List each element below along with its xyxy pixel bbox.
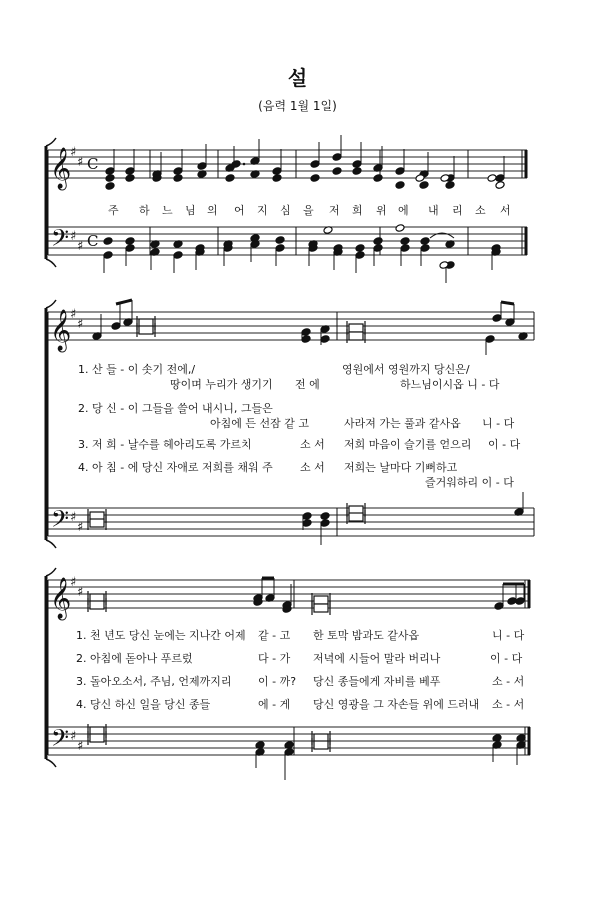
system-bracket bbox=[46, 138, 56, 146]
hymn-note bbox=[352, 167, 362, 176]
chant-note bbox=[302, 512, 312, 521]
hymn-note bbox=[310, 174, 320, 183]
hymn-note bbox=[310, 160, 320, 169]
hymn-note bbox=[272, 174, 282, 183]
time-signature: C bbox=[87, 155, 99, 173]
bass-clef: 𝄢 bbox=[51, 505, 70, 538]
hymn-note bbox=[332, 153, 342, 162]
hymn-syllable: 을 bbox=[303, 204, 314, 217]
hymn-note bbox=[105, 167, 115, 176]
sharp-sign: ♯ bbox=[77, 239, 84, 254]
bass-note-half bbox=[395, 224, 405, 233]
page-subtitle: (음력 1월 1일) bbox=[258, 99, 337, 113]
s2-verse2-a: 2. 당 신 - 이 그들을 쓸어 내시니, 그들은 bbox=[78, 402, 273, 415]
breve-note bbox=[90, 601, 104, 609]
hymn-note bbox=[445, 181, 455, 190]
sharp-sign: ♯ bbox=[77, 585, 84, 600]
bass-note bbox=[125, 244, 135, 253]
sharp-sign: ♯ bbox=[70, 307, 77, 322]
system-bracket bbox=[46, 759, 56, 767]
treble-clef: 𝄞 bbox=[50, 578, 72, 619]
chant-note bbox=[485, 335, 495, 344]
hymn-note bbox=[332, 167, 342, 176]
bass-note bbox=[103, 237, 113, 246]
hymn-note bbox=[105, 174, 115, 183]
treble-clef: 𝄞 bbox=[50, 310, 72, 351]
hymn-note bbox=[395, 181, 405, 190]
s2-verse3-a: 3. 저 희 - 날수를 헤아리도록 가르치 bbox=[78, 438, 252, 451]
treble-clef: 𝄞 bbox=[50, 148, 72, 189]
s3-verse2-mid: 다 - 가 bbox=[258, 652, 291, 665]
s3-verse1-b: 한 토막 밤과도 같사옵 bbox=[313, 629, 420, 642]
s3-verse2-b: 저녁에 시들어 말라 버리나 bbox=[313, 652, 441, 665]
hymn-syllable: 하 bbox=[139, 204, 150, 217]
chant-note bbox=[301, 335, 311, 344]
hymn-syllable: 지 bbox=[257, 204, 268, 217]
breve-note bbox=[349, 324, 363, 332]
hymn-note bbox=[105, 182, 115, 191]
s3-verse3-b: 당신 종들에게 자비를 베푸 bbox=[313, 675, 441, 688]
bass-note bbox=[400, 237, 410, 246]
hymn-syllable: 희 bbox=[352, 204, 363, 217]
hymn-note bbox=[173, 174, 183, 183]
hymn-syllable: 소 bbox=[475, 204, 486, 217]
chant-note bbox=[320, 519, 330, 528]
system-bracket bbox=[46, 540, 56, 548]
beam bbox=[116, 300, 132, 304]
hymn-note bbox=[125, 174, 135, 183]
s2-verse2-b2: 사라져 가는 풀과 같사옵 bbox=[344, 417, 461, 430]
s2-verse1-a: 1. 산 들 - 이 솟기 전에,/ bbox=[78, 363, 196, 376]
bass-note bbox=[420, 244, 430, 253]
s2-verse4-mid: 소 서 bbox=[300, 461, 325, 474]
hymn-syllable: 느 bbox=[162, 204, 173, 217]
sharp-sign: ♯ bbox=[70, 229, 77, 244]
chant-note bbox=[301, 328, 311, 337]
sharp-sign: ♯ bbox=[70, 729, 77, 744]
bass-note bbox=[125, 237, 135, 246]
sharp-sign: ♯ bbox=[77, 520, 84, 535]
bass-note bbox=[173, 251, 183, 260]
sharp-sign: ♯ bbox=[77, 155, 84, 170]
s2-verse4-a: 4. 아 침 - 에 당신 자애로 저희를 채워 주 bbox=[78, 461, 273, 474]
hymn-note bbox=[197, 162, 207, 171]
s2-verse3-end: 이 - 다 bbox=[488, 438, 521, 451]
hymn-note bbox=[231, 160, 241, 169]
bass-clef: 𝄢 bbox=[51, 224, 70, 257]
hymn-syllable: 위 bbox=[376, 204, 387, 217]
beam bbox=[501, 302, 514, 304]
breve-note bbox=[349, 332, 363, 340]
hymn-syllable: 서 bbox=[500, 204, 511, 217]
s3-verse4-a: 4. 당신 하신 일을 당신 종들 bbox=[76, 698, 211, 711]
chant-note bbox=[302, 519, 312, 528]
breve-note bbox=[314, 741, 328, 749]
sharp-sign: ♯ bbox=[70, 575, 77, 590]
page-title: 설 bbox=[287, 66, 308, 90]
bass-note bbox=[103, 251, 113, 260]
s2-verse1-b: 땅이며 누리가 생기기 bbox=[170, 378, 273, 391]
hymn-syllable: 심 bbox=[280, 204, 291, 217]
bass-note bbox=[373, 237, 383, 246]
s2-verse2-b: 아침에 든 선잠 같 고 bbox=[210, 417, 309, 430]
hymn-note bbox=[125, 167, 135, 176]
hymn-note bbox=[173, 167, 183, 176]
hymn-syllable: 저 bbox=[329, 204, 340, 217]
breve-note bbox=[314, 596, 328, 604]
hymn-syllable: 에 bbox=[398, 204, 409, 217]
hymn-note-half bbox=[487, 174, 497, 183]
chant-note bbox=[111, 322, 121, 331]
hymn-note bbox=[352, 160, 362, 169]
hymn-note bbox=[272, 167, 282, 176]
chant-note bbox=[320, 335, 330, 344]
s2-verse1-a2: 영원에서 영원까지 당신은/ bbox=[342, 363, 470, 376]
bass-note bbox=[275, 236, 285, 245]
s3-verse2-end: 이 - 다 bbox=[490, 652, 523, 665]
bass-note bbox=[275, 244, 285, 253]
breve-note bbox=[314, 604, 328, 612]
bass-note bbox=[400, 244, 410, 253]
s3-verse1-a: 1. 천 년도 당신 눈에는 지나간 어제 bbox=[76, 629, 246, 642]
hymn-syllable: 의 bbox=[207, 204, 218, 217]
chant-note bbox=[320, 512, 330, 521]
s3-verse3-mid: 이 - 까? bbox=[258, 675, 297, 688]
hymn-syllable: 님 bbox=[185, 204, 196, 217]
s3-verse4-end: 소 - 서 bbox=[492, 698, 525, 711]
augmentation-dot bbox=[243, 163, 246, 166]
bass-note bbox=[420, 237, 430, 246]
bass-note bbox=[355, 251, 365, 260]
s2-verse3-mid: 소 서 bbox=[300, 438, 325, 451]
s2-verse4-c: 즐거워하리 이 - 다 bbox=[425, 476, 514, 489]
breve-note bbox=[90, 519, 104, 527]
hymn-syllable: 주 bbox=[108, 204, 119, 217]
hymn-note bbox=[373, 174, 383, 183]
s2-verse1-b2: 하느님이시옵 니 - 다 bbox=[400, 378, 500, 391]
s2-verse3-b: 저희 마음이 슬기를 얻으리 bbox=[344, 438, 472, 451]
bass-note bbox=[355, 244, 365, 253]
s2-verse2-end: 니 - 다 bbox=[482, 417, 515, 430]
system-bracket bbox=[46, 568, 56, 576]
s2-verse1-b-end: 전 에 bbox=[295, 378, 320, 391]
time-signature: C bbox=[87, 232, 99, 250]
hymn-syllable: 리 bbox=[452, 204, 463, 217]
s3-verse4-b: 당신 영광을 그 자손들 위에 드러내 bbox=[313, 698, 480, 711]
system-bracket bbox=[46, 300, 56, 308]
s3-verse1-end: 니 - 다 bbox=[492, 629, 525, 642]
sharp-sign: ♯ bbox=[77, 739, 84, 754]
s3-verse2-a: 2. 아침에 돋아나 푸르렀 bbox=[76, 652, 193, 665]
hymn-syllable: 내 bbox=[428, 204, 439, 217]
s3-verse3-a: 3. 돌아오소서, 주님, 언제까지리 bbox=[76, 675, 232, 688]
s2-verse4-b: 저희는 날마다 기뻐하고 bbox=[344, 461, 458, 474]
breve-note bbox=[139, 326, 153, 334]
breve-note bbox=[90, 734, 104, 742]
hymn-syllable: 어 bbox=[234, 204, 245, 217]
sharp-sign: ♯ bbox=[77, 317, 84, 332]
sharp-sign: ♯ bbox=[70, 510, 77, 525]
breve-note bbox=[349, 513, 363, 521]
bass-clef: 𝄢 bbox=[51, 724, 70, 757]
sharp-sign: ♯ bbox=[70, 145, 77, 160]
s3-verse3-end: 소 - 서 bbox=[492, 675, 525, 688]
system-bracket bbox=[46, 259, 56, 267]
hymn-note-half bbox=[415, 174, 425, 183]
s3-verse1-mid: 같 - 고 bbox=[258, 629, 291, 642]
s3-verse4-mid: 에 - 게 bbox=[258, 698, 291, 711]
chant-note bbox=[492, 314, 502, 323]
hymn-note bbox=[395, 167, 405, 176]
hymn-note bbox=[419, 181, 429, 190]
chant-note bbox=[494, 602, 504, 611]
chant-note bbox=[515, 597, 525, 606]
hymn-note-half bbox=[495, 181, 505, 190]
hymn-note bbox=[225, 174, 235, 183]
bass-note bbox=[373, 244, 383, 253]
